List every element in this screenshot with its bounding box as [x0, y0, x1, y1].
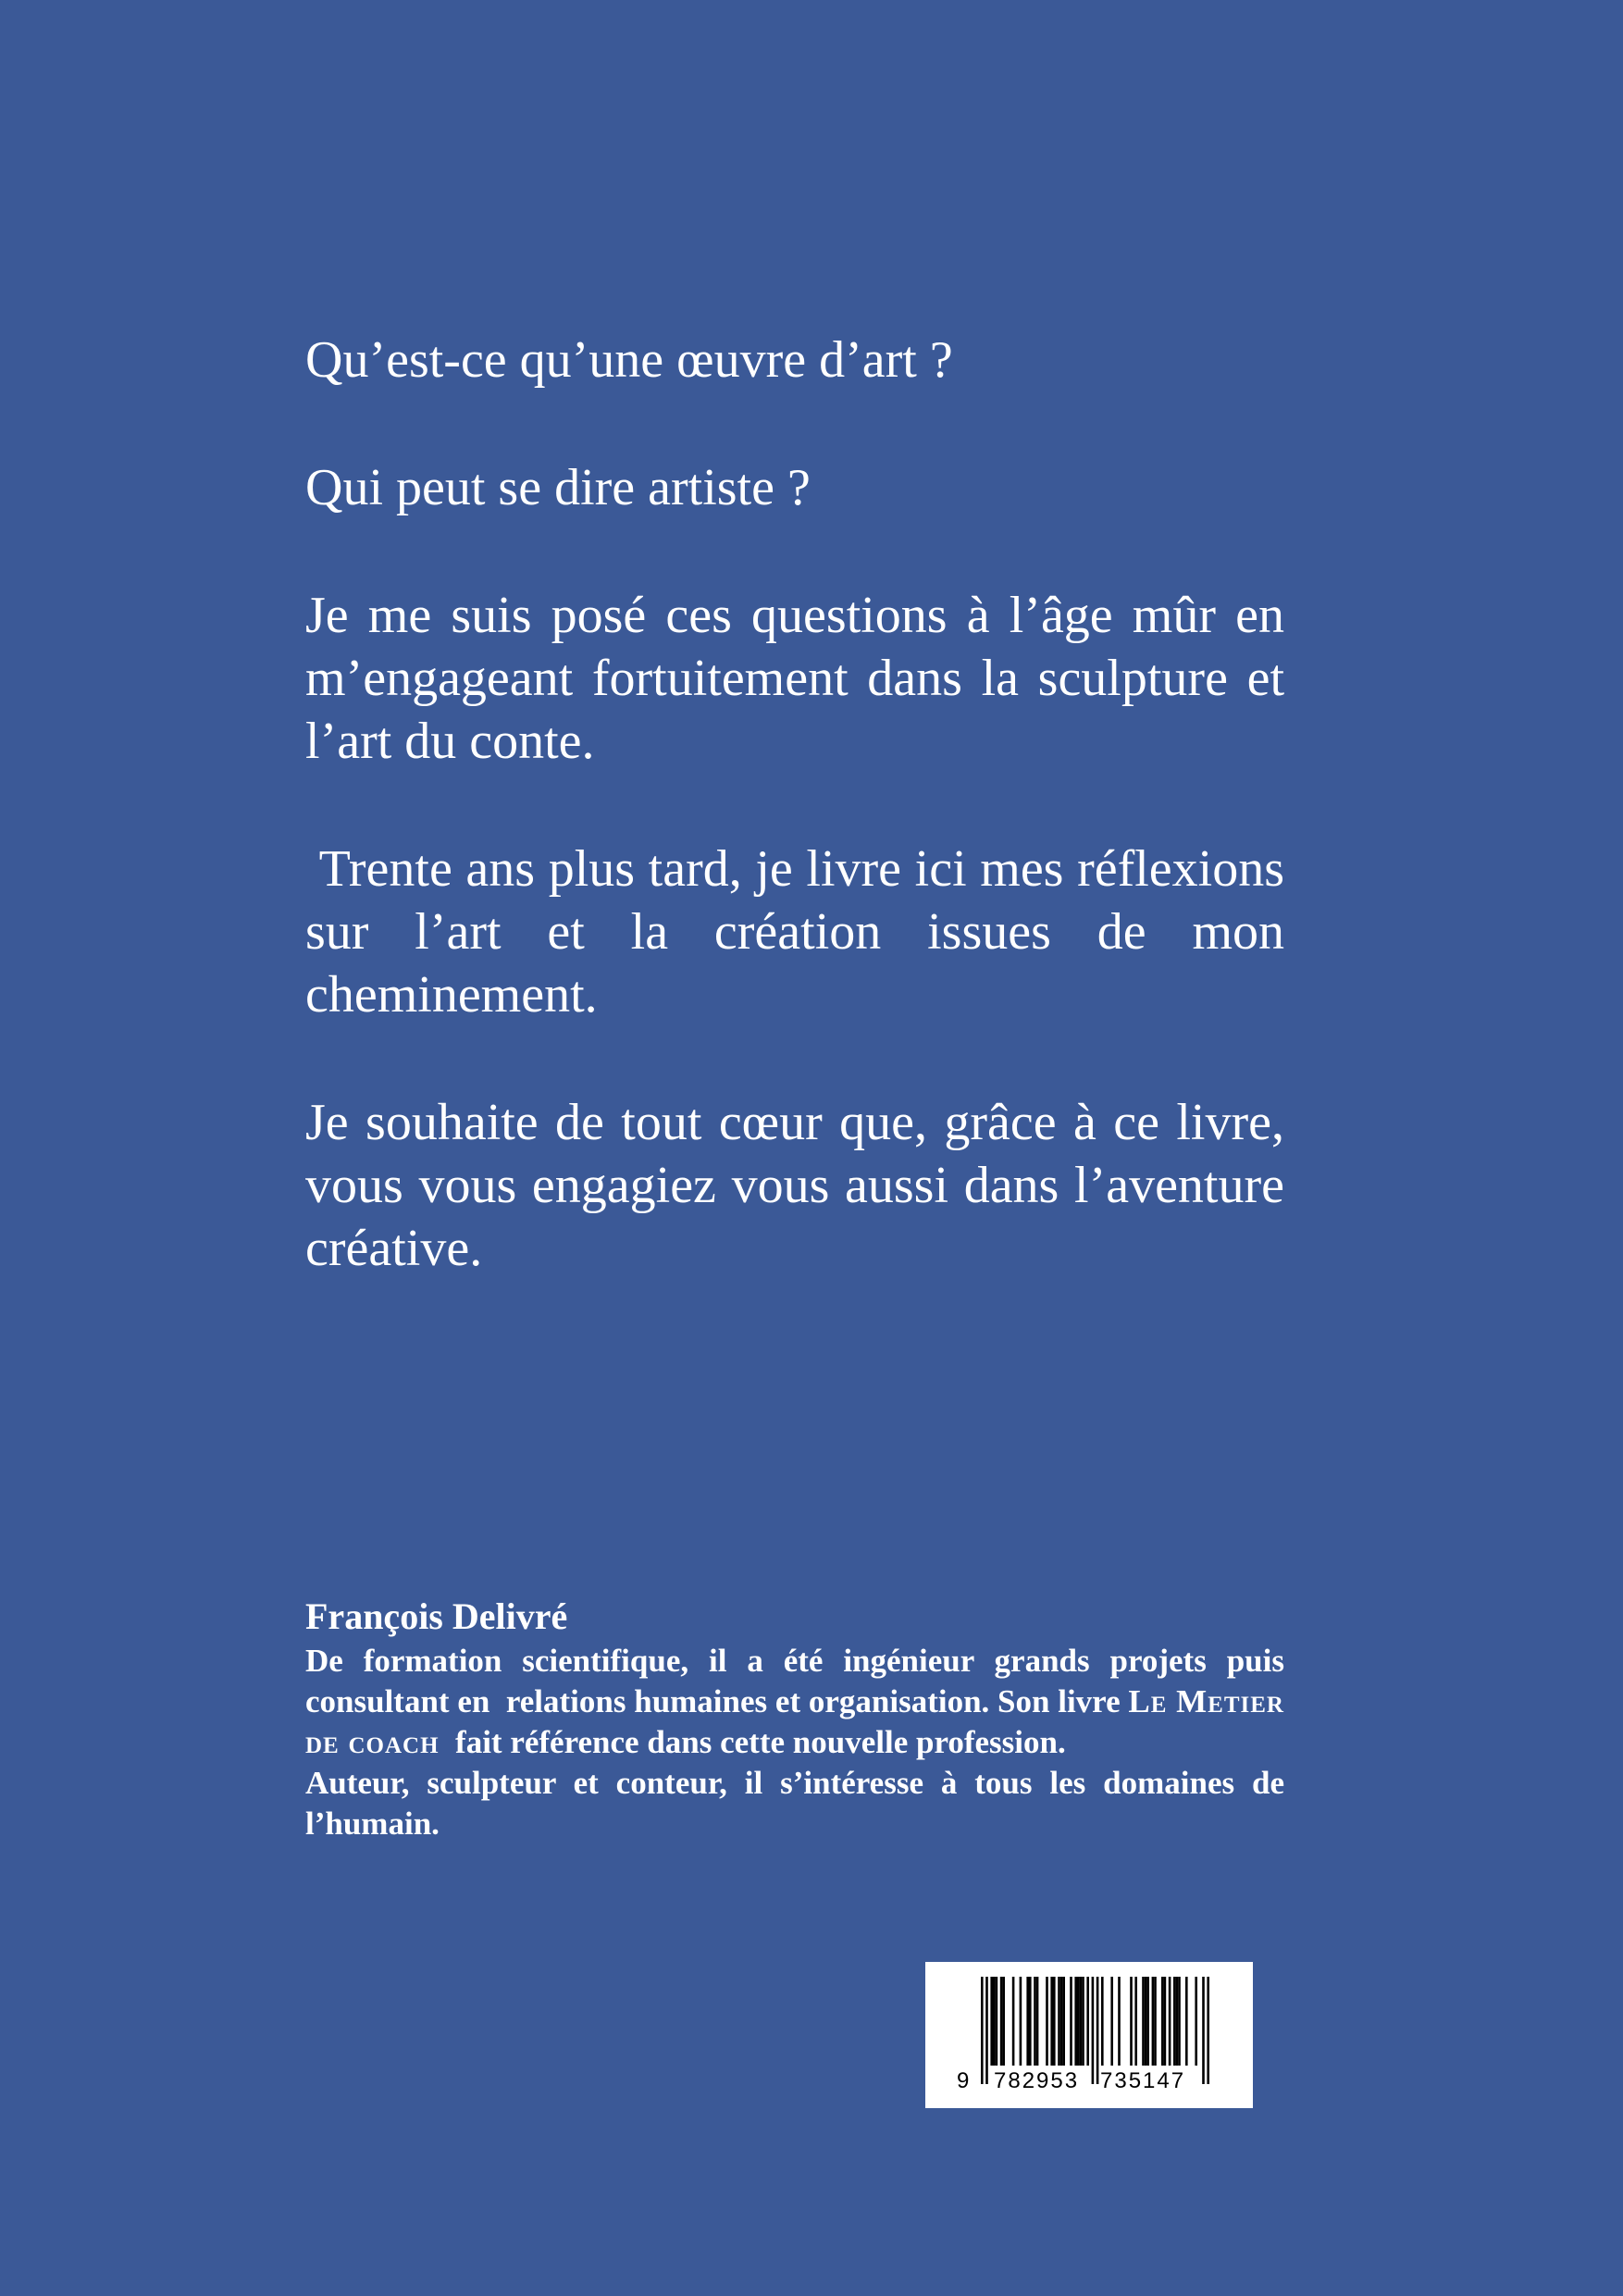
barcode-bar	[1060, 1977, 1063, 2066]
barcode-bar	[1036, 1977, 1039, 2066]
bio-paragraph-1	[305, 1641, 1294, 1763]
blurb-question-2: Qui peut se dire artiste ?	[305, 459, 811, 516]
barcode-bar	[1169, 1977, 1171, 2066]
barcode-bar	[1176, 1977, 1179, 2066]
barcode-bar	[1161, 1977, 1164, 2066]
barcode-bar	[1178, 1977, 1181, 2066]
barcode-bar	[1146, 1977, 1149, 2066]
blurb	[305, 329, 1298, 1345]
barcode-bar	[1164, 1977, 1167, 2066]
author-bio	[305, 1595, 1294, 1844]
barcode-bar	[1034, 1977, 1036, 2066]
bio-text-after-title: fait référence dans cette nouvelle profession.	[439, 1724, 1066, 1760]
bio-paragraph-2: Auteur, sculpteur et conteur, il s’intéresse à tous les domaines de l’humain.	[305, 1765, 1284, 1842]
isbn-barcode	[925, 1962, 1253, 2108]
barcode-bar	[1118, 1977, 1121, 2066]
isbn-number	[925, 2067, 1253, 2095]
barcode-bar	[1074, 1977, 1077, 2066]
barcode-bar	[1002, 1977, 1005, 2066]
author-name: François Delivré	[305, 1595, 568, 1637]
isbn-left-group: 782953	[994, 2068, 1080, 2093]
barcode-bar	[1000, 1977, 1003, 2066]
barcode-bar	[1082, 1977, 1084, 2066]
barcode-bar	[1058, 1977, 1060, 2066]
isbn-right-group: 735147	[1100, 2068, 1186, 2093]
barcode-bar	[1086, 1977, 1089, 2066]
bio-book-title: Le Metier de coach	[305, 1683, 1294, 1760]
blurb-paragraph-3: Je souhaite de tout cœur que, grâce à ce livre, vous vous engagiez vous aussi dans l’aventure créative.	[305, 1094, 1284, 1277]
barcode-bar	[1020, 1977, 1022, 2066]
blurb-paragraph-2: Trente ans plus tard, je livre ici mes réflexions sur l’art et la création issues de mon cheminement.	[305, 840, 1298, 1024]
blurb-question-1: Qu’est-ce qu’une œuvre d’art ?	[305, 331, 953, 389]
barcode-bar	[1110, 1977, 1113, 2066]
barcode-bar	[990, 1977, 993, 2066]
barcode-bar	[1077, 1977, 1080, 2066]
barcode-bar	[1173, 1977, 1176, 2066]
barcode-bar	[1195, 1977, 1197, 2066]
barcode-bar	[1029, 1977, 1032, 2066]
barcode-bar	[1012, 1977, 1015, 2066]
barcode-bar	[1026, 1977, 1029, 2066]
barcode-bar	[1053, 1977, 1056, 2066]
barcode-bar	[1134, 1977, 1137, 2066]
barcode-bar	[1185, 1977, 1188, 2066]
barcode-bar	[996, 1977, 998, 2066]
barcode-bar	[1050, 1977, 1053, 2066]
barcode-bar	[1080, 1977, 1083, 2066]
barcode-bar	[1070, 1977, 1072, 2066]
barcode-bar	[1142, 1977, 1145, 2066]
bio-text-before-title: De formation scientifique, il a été ingénieur grands projets puis consultant en relations humaines et organisation. Son livre	[305, 1643, 1293, 1719]
blurb-paragraph-1: Je me suis posé ces questions à l’âge mûr en m’engageant fortuitement dans la sculpture et l’art du conte.	[305, 587, 1284, 770]
barcode-bar	[1145, 1977, 1147, 2066]
barcode-bar	[1046, 1977, 1048, 2066]
barcode-bar	[1154, 1977, 1157, 2066]
isbn-first-digit: 9	[957, 2068, 970, 2093]
barcode-bar	[1152, 1977, 1155, 2066]
barcode-bar	[993, 1977, 996, 2066]
barcode-bar	[1130, 1977, 1133, 2066]
barcode-bar	[1101, 1977, 1104, 2066]
barcode-bar	[1062, 1977, 1065, 2066]
